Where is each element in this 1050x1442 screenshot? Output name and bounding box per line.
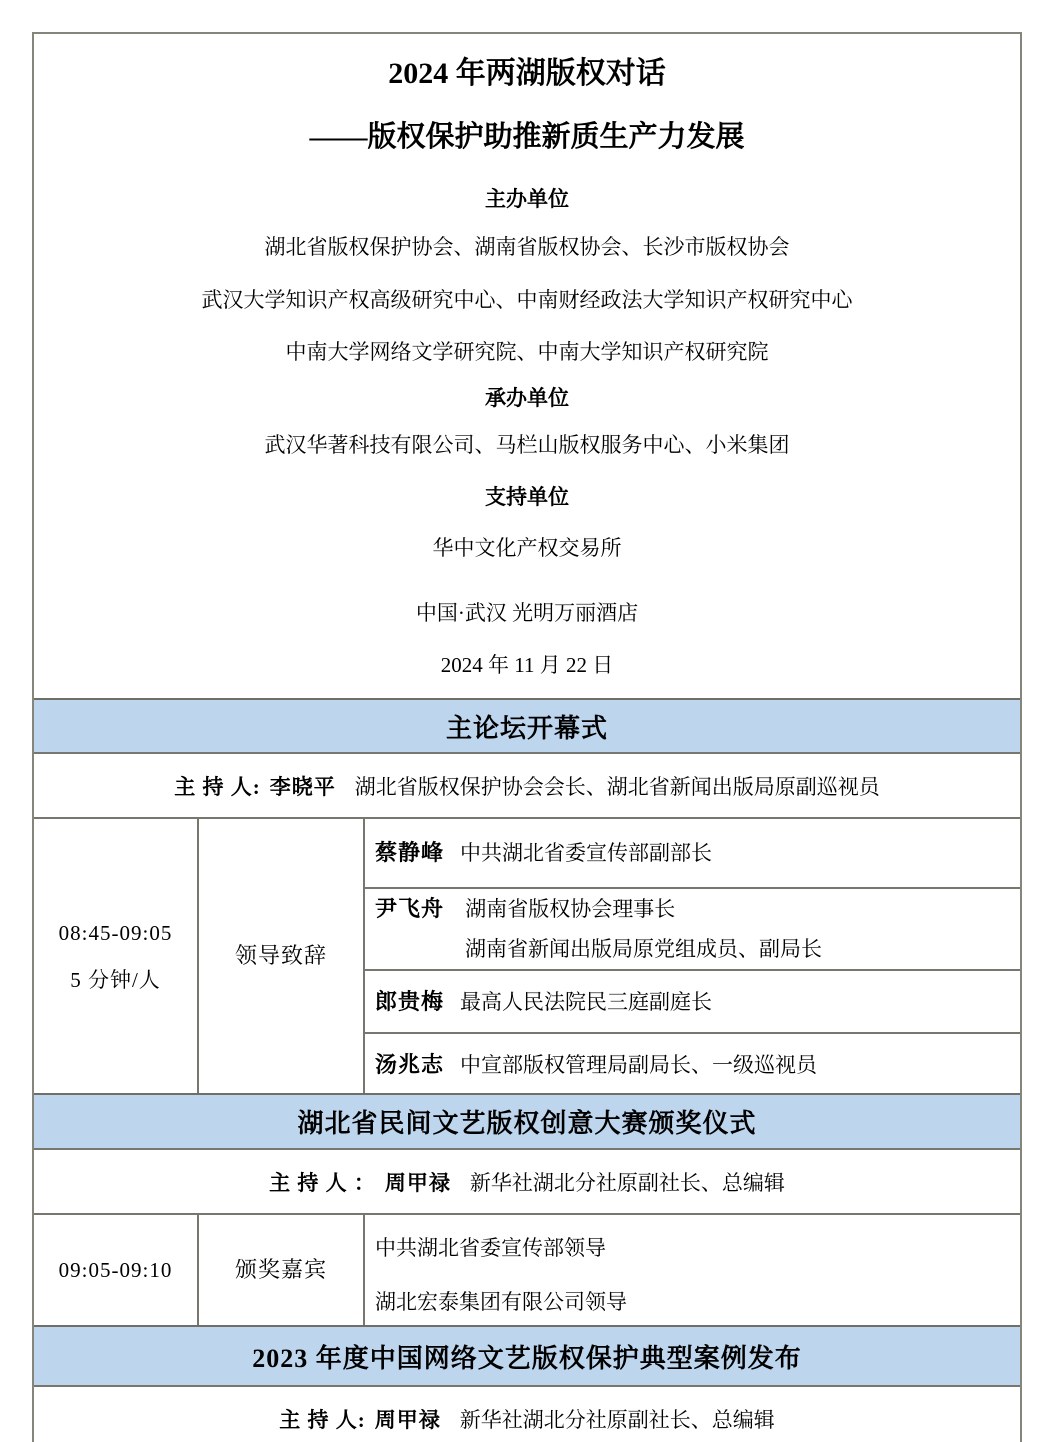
speaker-name-2: 尹飞舟 bbox=[375, 896, 445, 921]
host-name-3: 周甲禄 bbox=[374, 1407, 441, 1432]
host-desc-1: 湖北省版权保护协会会长、湖北省新闻出版局原副巡视员 bbox=[354, 774, 880, 799]
guest-line-2: 湖北宏泰集团有限公司领导 bbox=[375, 1290, 627, 1314]
host-unit-line-2: 武汉大学知识产权高级研究中心、中南财经政法大学知识产权研究中心 bbox=[201, 288, 853, 312]
schedule-row-award bbox=[34, 1213, 1020, 1325]
section-band-cases-label: 2023 年度中国网络文艺版权保护典型案例发布 bbox=[252, 1343, 802, 1373]
speaker-row-3 bbox=[365, 969, 1020, 1032]
speaker-title-4: 中宣部版权管理局副局长、一级巡视员 bbox=[460, 1052, 818, 1077]
time-cell-2 bbox=[34, 1215, 197, 1325]
agenda-document bbox=[32, 32, 1022, 1442]
host-desc-2: 新华社湖北分社原副社长、总编辑 bbox=[469, 1170, 785, 1195]
role-cell-2 bbox=[197, 1215, 363, 1325]
speaker-name-3: 郎贵梅 bbox=[375, 988, 445, 1014]
organizer-heading: 承办单位 bbox=[485, 386, 569, 410]
schedule-row-opening bbox=[34, 817, 1020, 1093]
role-label-2: 颁奖嘉宾 bbox=[234, 1257, 327, 1282]
speaker-list bbox=[363, 819, 1020, 1093]
section-band-opening-label: 主论坛开幕式 bbox=[445, 713, 608, 743]
guest-line-1: 中共湖北省委宣传部领导 bbox=[375, 1236, 606, 1260]
speaker-name-4: 汤兆志 bbox=[375, 1051, 445, 1077]
speaker-title-2-cont: 湖南省新闻出版局原党组成员、副局长 bbox=[465, 937, 822, 961]
host-name-2: 周甲禄 bbox=[384, 1170, 451, 1195]
supporter-heading: 支持单位 bbox=[485, 485, 569, 509]
host-label-2: 主 持 人 ： bbox=[269, 1170, 376, 1195]
speaker-row-2-line-1 bbox=[375, 895, 675, 923]
supporter-line: 华中文化产权交易所 bbox=[432, 536, 622, 560]
host-label-1: 主 持 人: bbox=[174, 774, 261, 799]
host-row-3 bbox=[34, 1385, 1020, 1442]
page-subtitle: ——版权保护助推新质生产力发展 bbox=[309, 121, 745, 153]
speaker-name-1: 蔡静峰 bbox=[375, 840, 445, 865]
time-range-2: 09:05-09:10 bbox=[58, 1258, 173, 1282]
host-name-1: 李晓平 bbox=[269, 774, 336, 799]
page-title: 2024 年两湖版权对话 bbox=[388, 57, 666, 90]
document-header bbox=[34, 34, 1020, 698]
speaker-title-3: 最高人民法院民三庭副庭长 bbox=[460, 989, 713, 1014]
time-range-1: 08:45-09:05 bbox=[58, 920, 173, 945]
host-row-1 bbox=[34, 752, 1020, 817]
section-band-award bbox=[34, 1093, 1020, 1148]
host-unit-heading: 主办单位 bbox=[485, 187, 569, 211]
section-band-opening bbox=[34, 698, 1020, 752]
role-label-1: 领导致辞 bbox=[234, 943, 327, 968]
host-unit-line-1: 湖北省版权保护协会、湖南省版权协会、长沙市版权协会 bbox=[264, 235, 790, 259]
guest-list bbox=[363, 1215, 1020, 1325]
section-band-award-label: 湖北省民间文艺版权创意大赛颁奖仪式 bbox=[297, 1109, 757, 1138]
speaker-title-2: 湖南省版权协会理事长 bbox=[465, 897, 676, 921]
host-label-3: 主 持 人: bbox=[279, 1407, 366, 1432]
time-cell-1 bbox=[34, 819, 197, 1093]
event-venue: 中国·武汉 光明万丽酒店 bbox=[415, 601, 639, 625]
speaker-row-1 bbox=[365, 819, 1020, 887]
speaker-title-1: 中共湖北省委宣传部副部长 bbox=[460, 841, 713, 865]
host-unit-line-3: 中南大学网络文学研究院、中南大学知识产权研究院 bbox=[285, 340, 769, 364]
speaker-row-4 bbox=[365, 1032, 1020, 1095]
host-desc-3: 新华社湖北分社原副社长、总编辑 bbox=[459, 1407, 775, 1432]
section-band-cases bbox=[34, 1325, 1020, 1385]
role-cell-1 bbox=[197, 819, 363, 1093]
organizer-line: 武汉华著科技有限公司、马栏山版权服务中心、小米集团 bbox=[264, 433, 790, 457]
time-per-person: 5 分钟/人 bbox=[70, 967, 161, 992]
event-date: 2024 年 11 月 22 日 bbox=[440, 653, 614, 677]
speaker-row-2 bbox=[365, 887, 1020, 969]
host-row-2 bbox=[34, 1148, 1020, 1213]
